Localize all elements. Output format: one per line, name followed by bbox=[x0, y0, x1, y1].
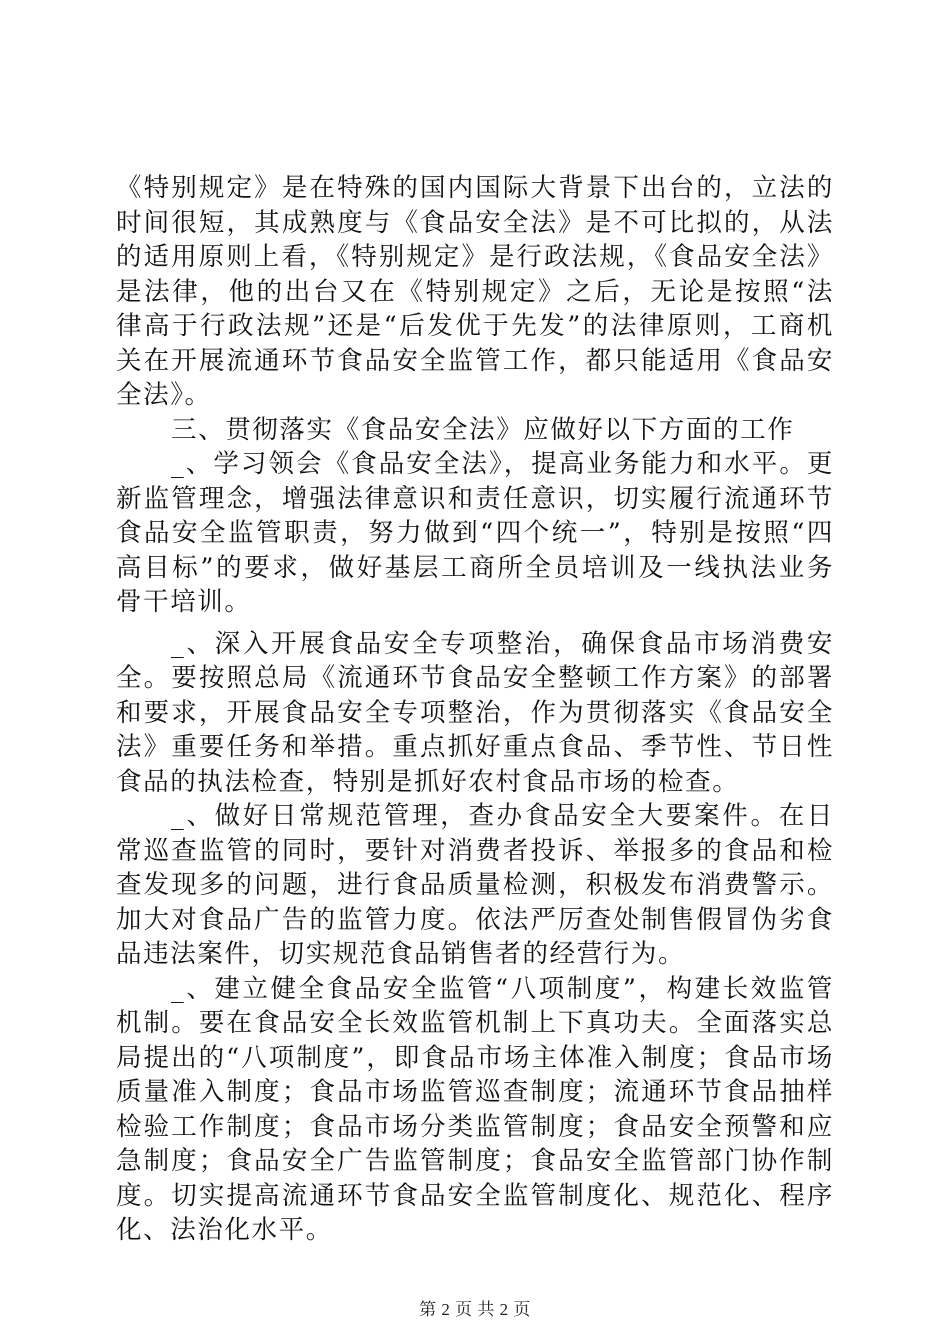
paragraph-item-study: _、学习领会《食品安全法》，提高业务能力和水平。更新监管理念，增强法律意识和责任意识，切实履行流通环节食品安全监管职责，努力做到“四个统一”，特别是按照“四高目标”的要求，做好基层工商所全员培训及一线执法业务骨干培训。 bbox=[116, 449, 834, 617]
page-footer: 第 2 页 共 2 页 bbox=[419, 1300, 531, 1319]
paragraph-item-eight-systems: _、建立健全食品安全监管“八项制度”，构建长效监管机制。要在食品安全长效监管机制上下真功夫。全面落实总局提出的“八项制度”，即食品市场主体准入制度；食品市场质量准入制度；食品市场监管巡查制度；流通环节食品抽样检验工作制度；食品市场分类监管制度；食品安全预警和应急制度；食品安全广告监管制度；食品安全监管部门协作制度。切实提高流通环节食品安全监管制度化、规范化、程序化、法治化水平。 bbox=[116, 973, 834, 1245]
document-body bbox=[116, 171, 834, 1248]
paragraph-legal-basis: 《特别规定》是在特殊的国内国际大背景下出台的，立法的时间很短，其成熟度与《食品安全法》是不可比拟的，从法的适用原则上看，《特别规定》是行政法规，《食品安全法》是法律，他的出台又在《特别规定》之后，无论是按照“法律高于行政法规”还是“后发优于先发”的法律原则，工商机关在开展流通环节食品安全监管工作，都只能适用《食品安全法》。 bbox=[116, 173, 834, 410]
section-heading-three: 三、贯彻落实《食品安全法》应做好以下方面的工作 bbox=[171, 414, 795, 445]
paragraph-item-daily-management: _、做好日常规范管理，查办食品安全大要案件。在日常巡查监管的同时，要针对消费者投诉、举报多的食品和检查发现多的问题，进行食品质量检测，积极发布消费警示。加大对食品广告的监管力度。依法严厉查处制售假冒伪劣食品违法案件，切实规范食品销售者的经营行为。 bbox=[116, 801, 834, 969]
paragraph-item-rectification: _、深入开展食品安全专项整治，确保食品市场消费安全。要按照总局《流通环节食品安全整顿工作方案》的部署和要求，开展食品安全专项整治，作为贯彻落实《食品安全法》重要任务和举措。重点抓好重点食品、季节性、节日性食品的执法检查，特别是抓好农村食品市场的检查。 bbox=[116, 628, 834, 797]
